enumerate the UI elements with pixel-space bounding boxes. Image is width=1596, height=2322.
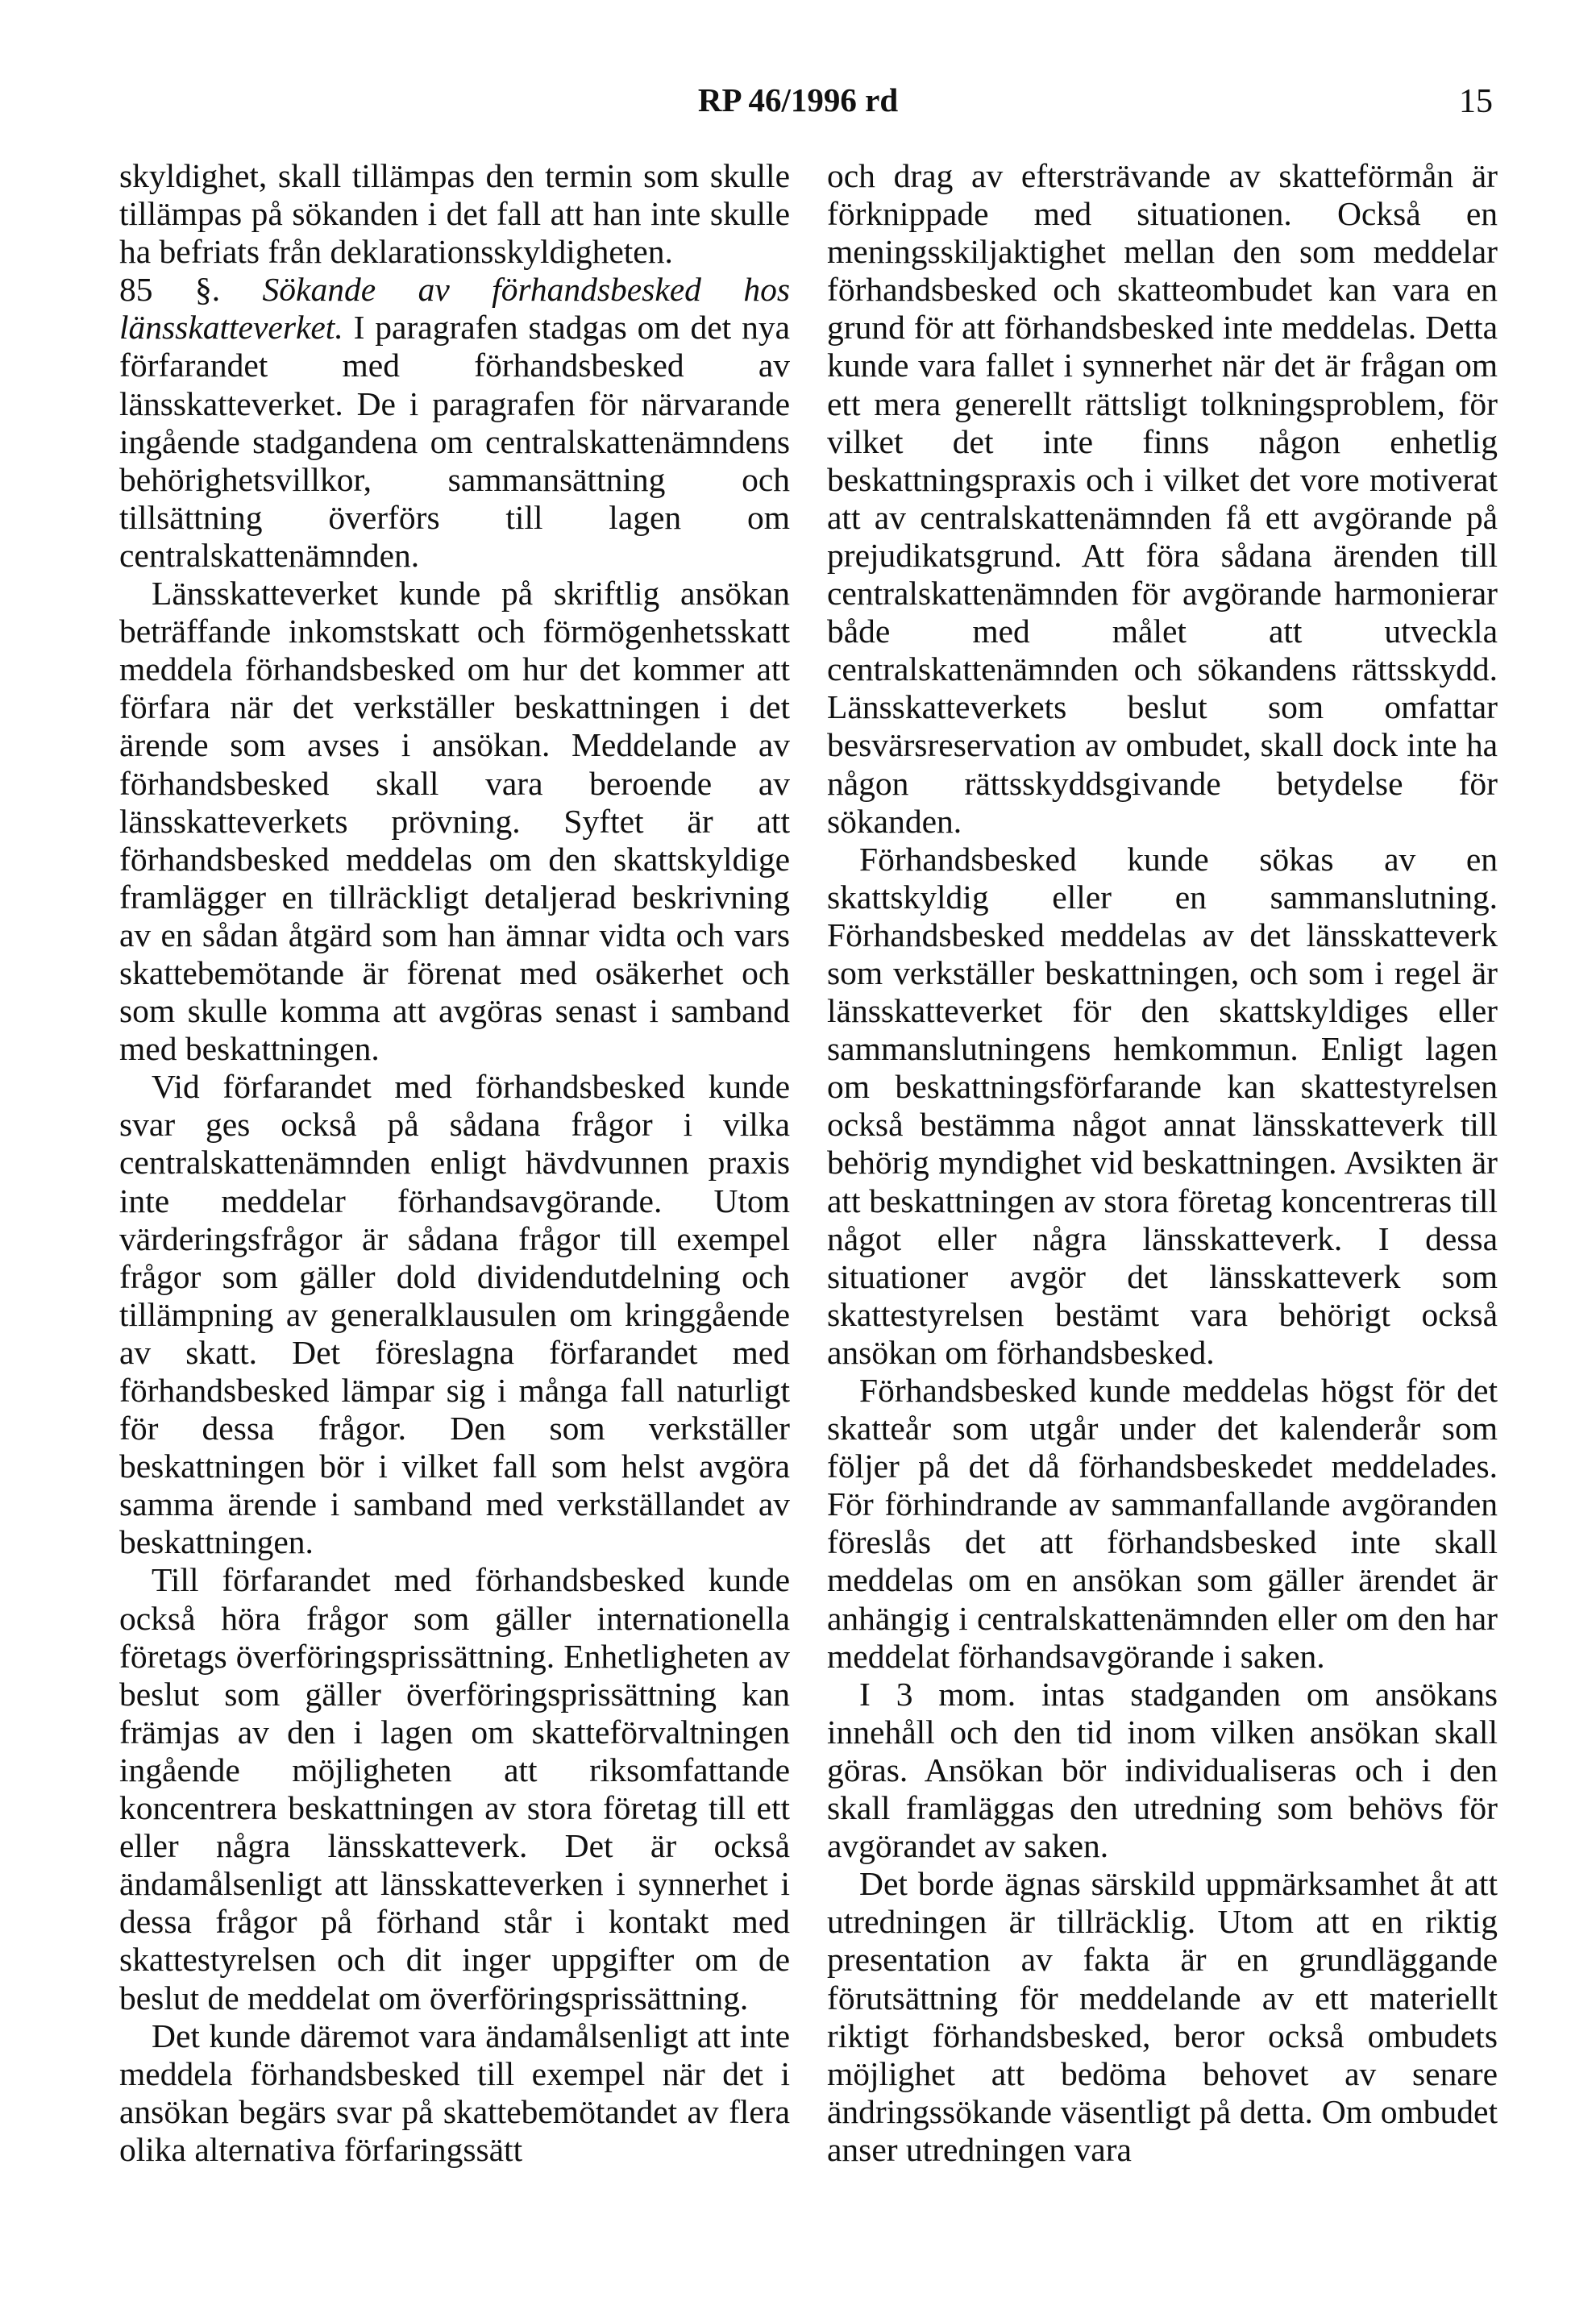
paragraph: I 3 mom. intas stadganden om ansökans innehåll och den tid inom vilken ansökan skall göras. Ansökan bör individualiseras och i den skall framläggas den utredning som behövs för avgörandet av saken.	[827, 1675, 1498, 1865]
left-column	[119, 157, 790, 2169]
paragraph: Förhandsbesked kunde meddelas högst för det skatteår som utgår under det kalenderår som följer på det då förhandsbeskedet meddelades. För förhindrande av sammanfallande avgöranden föreslås det att förhandsbesked inte skall meddelas om en ansökan som gäller ärendet är anhängig i centralskattenämnden eller om den har meddelat förhandsavgörande i saken.	[827, 1372, 1498, 1675]
section-number: 85 §.	[119, 271, 221, 309]
section-title: Sökande av förhandsbesked hos länsskatteverket.	[119, 271, 791, 347]
section-paragraph	[119, 271, 790, 575]
paragraph: Det kunde däremot vara ändamålsenligt att inte meddela förhandsbesked till exempel när det i ansökan begärs svar på skattebemötandet av flera olika alternativa förfaringssätt	[119, 2017, 790, 2168]
page-number: 15	[1459, 83, 1493, 120]
paragraph: Förhandsbesked kunde sökas av en skattskyldig eller en sammanslutning. Förhandsbesked meddelas av det länsskatteverk som verkställer beskattningen, och som i regel är länsskatteverket för den skattskyldiges eller sammanslutningens hemkommun. Enligt lagen om beskattningsförfarande kan skattestyrelsen också bestämma något annat länsskatteverk till behörig myndighet vid beskattningen. Avsikten är att beskattningen av stora företag koncentreras till något eller några länsskatteverk. I dessa situationer avgör det länsskatteverk som skattestyrelsen bestämt vara behörigt också ansökan om förhandsbesked.	[827, 840, 1498, 1371]
paragraph: skyldighet, skall tillämpas den termin som skulle tillämpas på sökanden i det fall att han inte skulle ha befriats från deklarationsskyldigheten.	[119, 157, 790, 271]
paragraph: Länsskatteverket kunde på skriftlig ansökan beträffande inkomstskatt och förmögenhetsskatt meddela förhandsbesked om hur det kommer att förfara när det verkställer beskattningen i det ärende som avses i ansökan. Meddelande av förhandsbesked skall vara beroende av länsskatteverkets prövning. Syftet är att förhandsbesked meddelas om den skattskyldige framlägger en tillräckligt detaljerad beskrivning av en sådan åtgärd som han ämnar vidta och vars skattebemötande är förenat med osäkerhet och som skulle komma att avgöras senast i samband med beskattningen.	[119, 575, 790, 1068]
running-title: RP 46/1996 rd	[697, 81, 899, 118]
paragraph: Till förfarandet med förhandsbesked kunde också höra frågor som gäller internationella företags överföringsprissättning. Enhetligheten av beslut som gäller överföringsprissättning kan främjas av den i lagen om skatteförvaltningen ingående möjligheten att riksomfattande koncentrera beskattningen av stora företag till ett eller några länsskatteverk. Det är också ändamålsenligt att länsskatteverken i synnerhet i dessa frågor på förhand står i kontakt med skattestyrelsen och dit inger uppgifter om de beslut de meddelat om överföringsprissättning.	[119, 1561, 790, 2017]
right-column	[827, 157, 1498, 2169]
paragraph: och drag av eftersträvande av skatteförmån är förknippade med situationen. Också en meningsskiljaktighet mellan den som meddelar förhandsbesked och skatteombudet kan vara en grund för att förhandsbesked inte meddelas. Detta kunde vara fallet i synnerhet när det är frågan om ett mera generellt rättsligt tolkningsproblem, för vilket det inte finns någon enhetlig beskattningspraxis och i vilket det vore motiverat att av centralskattenämnden få ett avgörande på prejudikatsgrund. Att föra sådana ärenden till centralskattenämnden för avgörande harmonierar både med målet att utveckla centralskattenämnden och sökandens rättsskydd. Länsskatteverkets beslut som omfattar besvärsreservation av ombudet, skall dock inte ha någon rättsskyddsgivande betydelse för sökanden.	[827, 157, 1498, 840]
section-body: I paragrafen stadgas om det nya förfarandet med förhandsbesked av länsskatteverket. De i paragrafen för närvarande ingående stadgandena om centralskattenämndens behörighetsvillkor, sammansättning och tillsättning överförs till lagen om centralskattenämnden.	[119, 309, 790, 574]
paragraph: Det borde ägnas särskild uppmärksamhet åt att utredningen är tillräcklig. Utom att en riktig presentation av fakta är en grundläggande förutsättning för meddelande av ett materiellt riktigt förhandsbesked, beror också ombudets möjlighet att bedöma behovet av senare ändringssökande väsentligt på detta. Om ombudet anser utredningen vara	[827, 1865, 1498, 2168]
page-header	[0, 81, 1596, 129]
paragraph: Vid förfarandet med förhandsbesked kunde svar ges också på sådana frågor i vilka centralskattenämnden enligt hävdvunnen praxis inte meddelar förhandsavgörande. Utom värderingsfrågor är sådana frågor till exempel frågor som gäller dold dividendutdelning och tillämpning av generalklausulen om kringgående av skatt. Det föreslagna förfarandet med förhandsbesked lämpar sig i många fall naturligt för dessa frågor. Den som verkställer beskattningen bör i vilket fall som helst avgöra samma ärende i samband med verkställandet av beskattningen.	[119, 1068, 790, 1561]
